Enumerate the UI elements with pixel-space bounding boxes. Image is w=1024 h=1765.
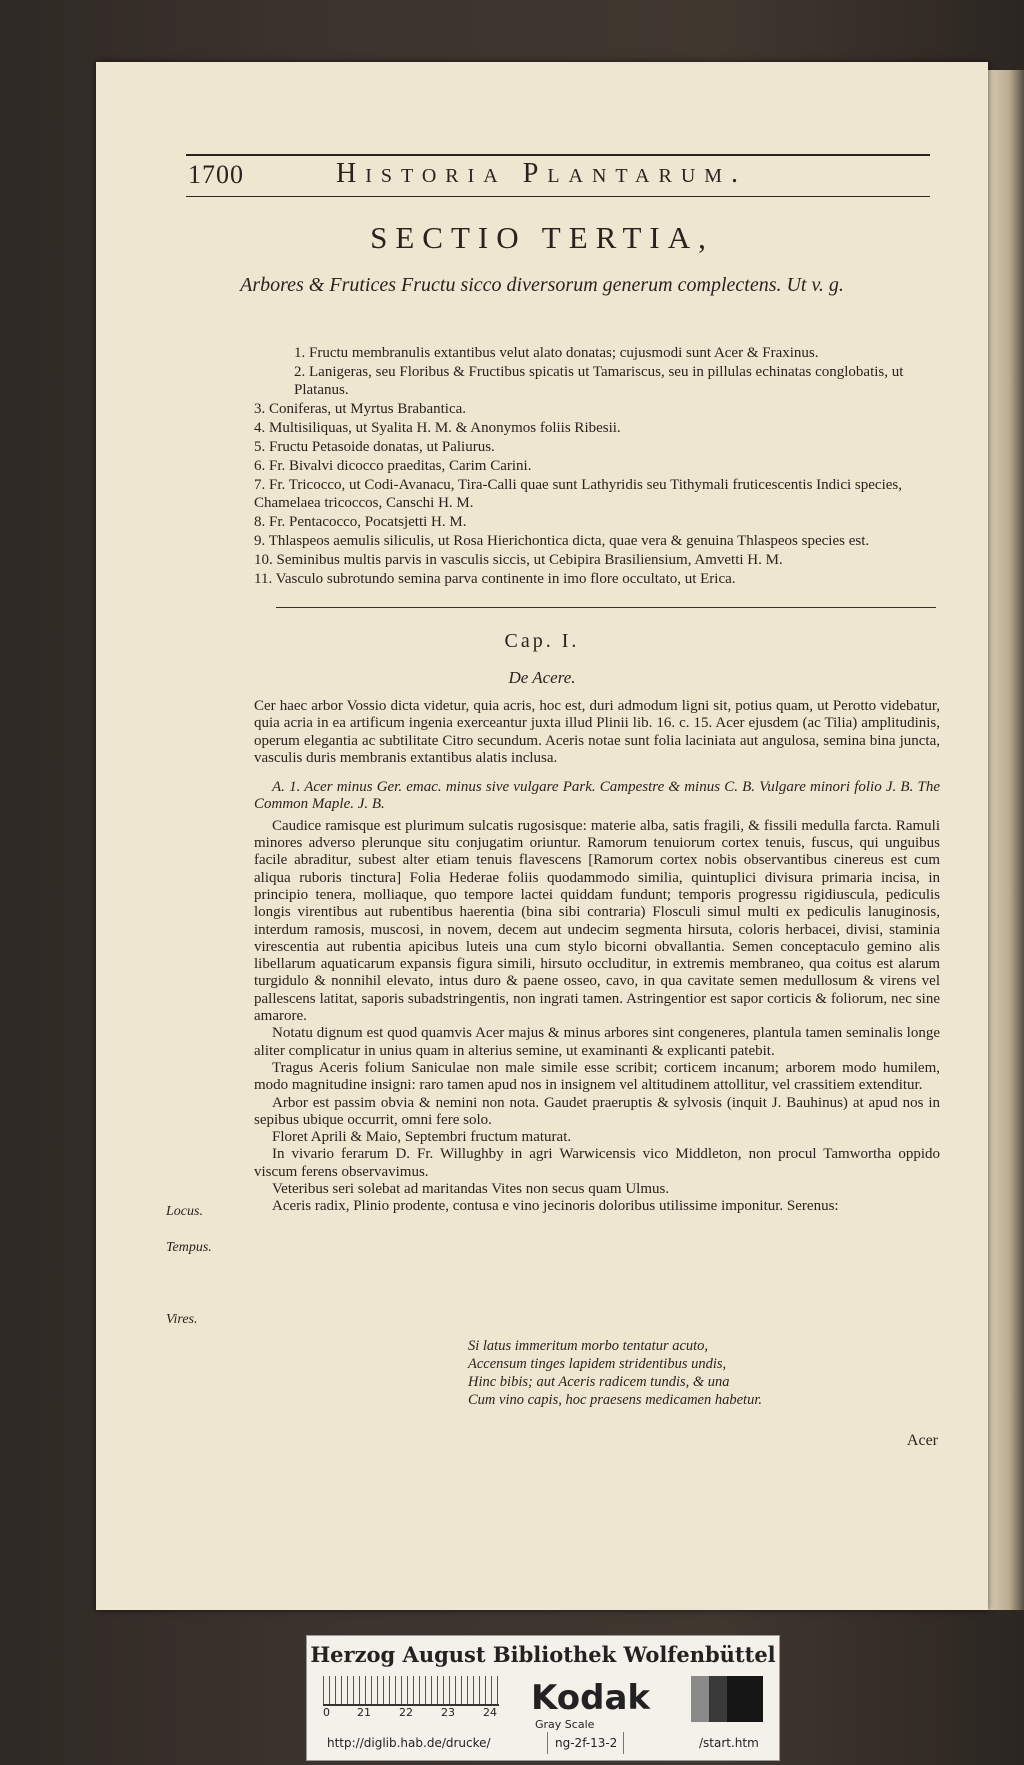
gray-swatch bbox=[709, 1676, 727, 1722]
separator bbox=[547, 1732, 548, 1754]
list-item: 1. Fructu membranulis extantibus velut alato donatas; cujusmodi sunt Acer & Fraxinus. bbox=[294, 345, 819, 361]
ruler-number: 23 bbox=[441, 1706, 455, 1719]
book-page-edge bbox=[988, 70, 1024, 1610]
list-item: 6. Fr. Bivalvi dicocco praeditas, Carim Carini. bbox=[254, 458, 532, 474]
list-item: 11. Vasculo subrotundo semina parva continente in imo flore occultato, ut Erica. bbox=[254, 571, 736, 587]
url-bar bbox=[315, 1732, 771, 1754]
page-number: 1700 bbox=[188, 160, 244, 189]
ruler-number: 22 bbox=[399, 1706, 413, 1719]
body-text bbox=[254, 698, 940, 1216]
shelfmark: ng-2f-13-2 bbox=[555, 1736, 618, 1750]
ruler-number: 24 bbox=[483, 1706, 497, 1719]
paragraph: Caudice ramisque est plurimum sulcatis rugosisque: materie alba, satis fragili, & fissili medulla farcta. Ramuli minores adverso plerunque situ conjugatim oriuntur. Ramorum tenuiorum cortex tenuis, fuscus, qui unguibus facile abraditur, subest alter etiam tenuis flavescens [Ramorum cortex nobis observantibus cinereus est cum aliqua ruboris tinctura] Folia Hederae foliis quodammodo similia, quintuplici divisura primaria incisa, in principio tenera, molliaque, quo tempore lactei quiddam fundunt; temporis progressu rigidiuscula, pediculis longis virentibus aut rubentibus haerentia (bina sibi contraria) Flosculi simul multi ex pediculis lanuginosis, interdum ramosis, muscosi, in novem, decem aut undecim segmenta hirsuta, coloris herbacei, divisi, staminia virescentia aut rubentia apicibus luteis una cum stylo bicorni obvallantia. Semen conceptaculo gemino alis libellarum aquaticarum expansis figura simili, hirsuto occluditur, in extremis membraneo, qua coitus est alarum turgidulo & nonnihil elevato, intus duro & paene osseo, cavo, in qua cavitate semen medullosum & virens vel pallescens latitat, saporis subadstringentis, non ingrati tamen. Astringentior est sapor corticis & foliorum, nec sine amarore. bbox=[254, 817, 940, 1025]
margin-note-locus: Locus. bbox=[166, 1204, 203, 1219]
list-item: 10. Seminibus multis parvis in vasculis siccis, ut Cebipira Brasiliensium, Amvetti H. M. bbox=[254, 552, 783, 568]
gray-swatch bbox=[727, 1676, 763, 1722]
verse-line: Accensum tinges lapidem stridentibus undis, bbox=[468, 1356, 727, 1372]
book-page bbox=[96, 62, 988, 1610]
section-divider bbox=[276, 607, 936, 608]
margin-note-vires: Vires. bbox=[166, 1312, 198, 1327]
ruler-scale bbox=[323, 1676, 499, 1706]
paragraph: Aceris radix, Plinio prodente, contusa e vino jecinoris doloribus utilissime imponitur. Serenus: bbox=[272, 1198, 839, 1215]
paragraph: Floret Aprili & Maio, Septembri fructum maturat. bbox=[272, 1129, 572, 1146]
verse-line: Hinc bibis; aut Aceris radicem tundis, & una bbox=[468, 1374, 730, 1390]
gray-swatches bbox=[691, 1676, 763, 1722]
section-subtitle: Arbores & Frutices Fructu sicco diversorum generum complectens. Ut v. g. bbox=[240, 274, 844, 296]
separator bbox=[623, 1732, 624, 1754]
gray-scale-label: Gray Scale bbox=[535, 1718, 595, 1731]
gray-swatch bbox=[691, 1676, 709, 1722]
paragraph: A. 1. Acer minus Ger. emac. minus sive vulgare Park. Campestre & minus C. B. Vulgare minori folio J. B. The Common Maple. J. B. bbox=[254, 779, 940, 813]
verse-line: Si latus immeritum morbo tentatur acuto, bbox=[468, 1338, 709, 1354]
list-item: 3. Coniferas, ut Myrtus Brabantica. bbox=[254, 401, 467, 417]
ruler-number: 21 bbox=[357, 1706, 371, 1719]
enumeration-list bbox=[254, 344, 940, 589]
header-bottom-rule bbox=[186, 196, 930, 197]
paragraph: Cer haec arbor Vossio dicta videtur, quia acris, hoc est, duri admodum ligni sit, potius quam, ut Perotto videbatur, quia acria in ea artificum ingenia exerceantur juxta illud Plinii lib. 16. c. 15. Acer ejusdem (ac Tilia) amplitudinis, operum elegantia ac subtilitate Citro secundum. Aceris notae sunt folia laciniata aut angulosa, semina bina juncta, vasculis duris membranis extantibus alatis inclusa. bbox=[254, 698, 940, 766]
margin-note-tempus: Tempus. bbox=[166, 1240, 212, 1255]
list-item: 7. Fr. Tricocco, ut Codi-Avanacu, Tira-Calli quae sunt Lathyridis seu Tithymali fruticescentis Indici species, Chamelaea tricoccos, Canschi H. M. bbox=[254, 477, 902, 511]
header-top-rule bbox=[186, 154, 930, 156]
list-item: 9. Thlaspeos aemulis siliculis, ut Rosa Hierichontica dicta, quae vera & genuina Thlaspeos species est. bbox=[254, 533, 870, 549]
paragraph: Veteribus seri solebat ad maritandas Vites non secus quam Ulmus. bbox=[272, 1181, 670, 1198]
list-item: 2. Lanigeras, seu Floribus & Fructibus spicatis ut Tamariscus, seu in pillulas echinatas conglobatis, ut Platanus. bbox=[294, 364, 904, 398]
list-item: 5. Fructu Petasoide donatas, ut Paliurus. bbox=[254, 439, 495, 455]
file-name: /start.htm bbox=[699, 1736, 759, 1750]
ruler-number: 0 bbox=[323, 1706, 330, 1719]
page-header bbox=[188, 158, 928, 198]
paragraph: Notatu dignum est quod quamvis Acer majus & minus arbores sint congeneres, plantula tamen seminalis longe aliter complicatur in unius quam in alterius semine, ut examinanti & explicanti patebit. bbox=[254, 1025, 940, 1059]
url-text: http://diglib.hab.de/drucke/ bbox=[327, 1736, 491, 1750]
paragraph: Tragus Aceris folium Saniculae non male simile esse scribit; corticem incanum; arborem modo humilem, modo magnitudine insigni: raro tamen apud nos in insignem vel altitudinem attollitur, vel crassitiem extenditur. bbox=[254, 1059, 940, 1094]
list-item: 4. Multisiliquas, ut Syalita H. M. & Anonymos foliis Ribesii. bbox=[254, 420, 621, 436]
chapter-title: Cap. I. bbox=[504, 630, 580, 652]
paragraph: In vivario ferarum D. Fr. Willughby in agri Warwicensis vico Middleton, non procul Tamwortha oppido viscum ferens observavimus. bbox=[254, 1146, 940, 1180]
verse-line: Cum vino capis, hoc praesens medicamen habetur. bbox=[468, 1392, 762, 1408]
verse-quote bbox=[468, 1337, 762, 1409]
catchword: Acer bbox=[906, 1432, 938, 1449]
section-title: SECTIO TERTIA, bbox=[370, 220, 714, 255]
color-target-card bbox=[306, 1635, 780, 1761]
running-title: Historia Plantarum. bbox=[336, 158, 748, 189]
chapter-subtitle: De Acere. bbox=[508, 668, 576, 687]
library-name: Herzog August Bibliothek Wolfenbüttel bbox=[310, 1642, 776, 1667]
list-item: 8. Fr. Pentacocco, Pocatsjetti H. M. bbox=[254, 514, 467, 530]
paragraph: Arbor est passim obvia & nemini non nota. Gaudet praeruptis & sylvosis (inquit J. Bauhinus) at apud nos in sepibus ubique occurrit, omni fere solo. bbox=[254, 1094, 940, 1128]
kodak-logo: Kodak bbox=[531, 1678, 650, 1718]
